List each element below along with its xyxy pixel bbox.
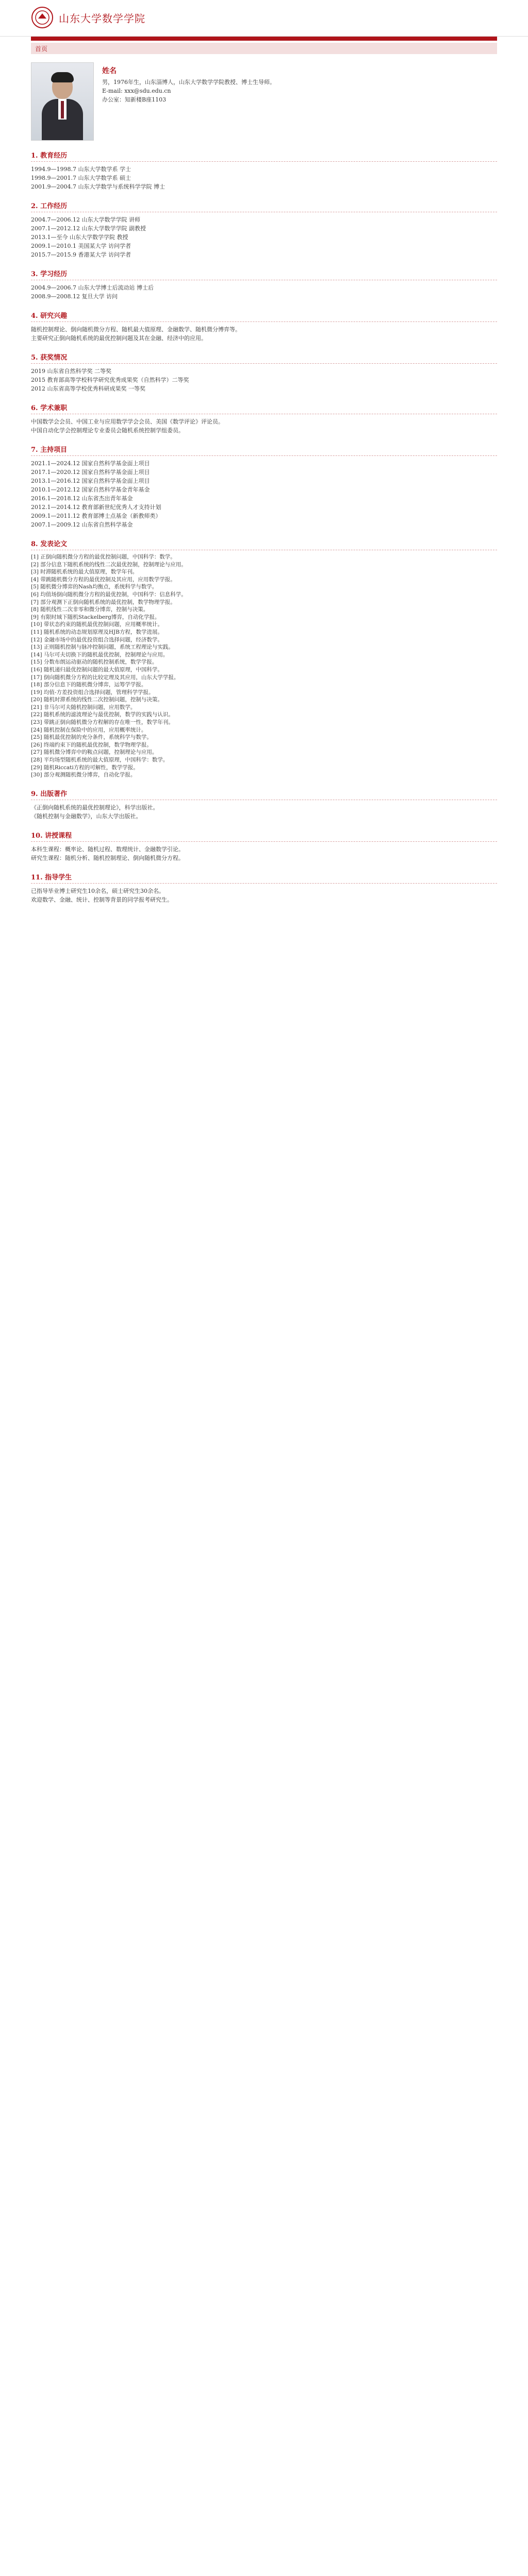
section: [31, 268, 497, 301]
profile-sections: [31, 150, 497, 904]
section-line: 2012 山东省高等学校优秀科研成果奖 一等奖: [31, 385, 145, 392]
section-title: 9. 出版著作: [31, 788, 497, 800]
section-line: [24] 随机控制在保险中的应用，应用概率统计。: [31, 726, 147, 733]
section-line: [10] 带状态约束的随机最优控制问题，应用概率统计。: [31, 621, 163, 628]
section-title: 4. 研究兴趣: [31, 310, 497, 322]
section-line: 2010.1—2012.12 国家自然科学基金青年基金: [31, 486, 150, 493]
section-line: 2021.1—2024.12 国家自然科学基金面上项目: [31, 460, 150, 467]
section-line: 欢迎数学、金融、统计、控制等背景的同学报考研究生。: [31, 896, 173, 903]
section-line: 2015.7—2015.9 香港某大学 访问学者: [31, 251, 131, 258]
section-line: 1998.9—2001.7 山东大学数学系 硕士: [31, 175, 131, 181]
section-line: [18] 部分信息下的随机微分博弈，运筹学学报。: [31, 682, 147, 688]
profile-office: [102, 95, 497, 104]
section-title: 1. 教育经历: [31, 150, 497, 162]
section-line: [26] 终端约束下的随机最优控制，数学物理学报。: [31, 741, 152, 748]
section-line: [20] 随机时滞系统的线性二次控制问题，控制与决策。: [31, 697, 163, 703]
section-line: 2013.1—至今 山东大学数学学院 教授: [31, 234, 128, 241]
profile-info: [102, 62, 497, 141]
section-line: [22] 随机系统的滤波理论与最优控制，数学的实践与认识。: [31, 711, 174, 718]
section-line: [29] 随机Riccati方程的可解性，数学学报。: [31, 764, 139, 771]
section-line: 2007.1—2012.12 山东大学数学学院 副教授: [31, 225, 146, 232]
section: [31, 830, 497, 862]
email-label: E-mail:: [102, 88, 125, 94]
section-line: 2009.1—2010.1 美国某大学 访问学者: [31, 243, 131, 249]
section-title: 8. 发表论文: [31, 538, 497, 550]
profile-email: [102, 87, 497, 95]
section-line: [4] 带跳随机微分方程的最优控制及其应用，应用数学学报。: [31, 576, 176, 583]
section-line: [28] 平均场型随机系统的最大值原理，中国科学：数学。: [31, 757, 169, 764]
section-line: [1] 正倒向随机微分方程的最优控制问题，中国科学：数学。: [31, 554, 176, 560]
section-line: [3] 时滞随机系统的最大值原理，数学年刊。: [31, 569, 138, 575]
section-title: 3. 学习经历: [31, 268, 497, 280]
section: [31, 872, 497, 904]
section-line: [5] 随机微分博弈的Nash均衡点，系统科学与数学。: [31, 584, 158, 590]
section-line: [2] 部分信息下随机系统的线性二次最优控制，控制理论与应用。: [31, 561, 187, 568]
section-line: 2019 山东省自然科学奖 二等奖: [31, 368, 111, 375]
office-label: 办公室：: [102, 96, 125, 103]
section-line: 本科生课程：概率论、随机过程、数理统计、金融数学引论。: [31, 845, 184, 853]
section-line: [13] 正则随机控制与脉冲控制问题，系统工程理论与实践。: [31, 644, 174, 651]
section-line: 主要研究正倒向随机系统的最优控制问题及其在金融、经济中的应用。: [31, 335, 207, 342]
section-line: 2015 教育部高等学校科学研究优秀成果奖（自然科学）二等奖: [31, 377, 189, 383]
section-line: 随机控制理论、倒向随机微分方程、随机最大值原理、金融数学、随机微分博弈等。: [31, 326, 241, 333]
nav-strip: [31, 37, 497, 41]
section-line: 《正倒向随机系统的最优控制理论》，科学出版社。: [31, 804, 159, 811]
section: [31, 538, 497, 779]
section-line: [11] 随机系统的动态规划原理及HJB方程，数学进展。: [31, 629, 163, 635]
section-title: 2. 工作经历: [31, 200, 497, 212]
section-line: [9] 有限时域下随机Stackelberg博弈，自动化学报。: [31, 614, 160, 620]
section-line: [19] 均值-方差投资组合选择问题，管理科学学报。: [31, 689, 154, 696]
section-line: 《随机控制与金融数学》，山东大学出版社。: [31, 812, 142, 820]
section-line: 中国自动化学会控制理论专业委员会随机系统控制学组委员。: [31, 427, 184, 434]
section: [31, 200, 497, 259]
profile-name: 姓名: [102, 67, 117, 75]
section-line: [23] 带跳正倒向随机微分方程解的存在唯一性，数学年刊。: [31, 719, 174, 726]
section-line: [17] 倒向随机微分方程的比较定理及其应用，山东大学学报。: [31, 674, 179, 681]
section-line: 已指导毕业博士研究生10余名，硕士研究生30余名。: [31, 887, 164, 894]
section-line: [12] 金融市场中的最优投资组合选择问题，经济数学。: [31, 636, 163, 643]
section-title: 5. 获奖情况: [31, 352, 497, 364]
section-line: 2017.1—2020.12 国家自然科学基金面上项目: [31, 469, 150, 476]
section: [31, 788, 497, 821]
section-line: 2001.9—2004.7 山东大学数学与系统科学学院 博士: [31, 183, 165, 190]
section-line: 2008.9—2008.12 复旦大学 访问: [31, 293, 118, 300]
photo-hair: [51, 72, 74, 82]
section-line: 2009.1—2011.12 教育部博士点基金（新教师类）: [31, 513, 161, 519]
profile-intro: 男，1976年生，山东淄博人，山东大学数学学院教授、博士生导师。: [102, 79, 275, 86]
site-name: 山东大学数学学院: [59, 12, 145, 25]
section-line: [25] 随机最优控制的充分条件，系统科学与数学。: [31, 734, 152, 741]
section-line: [8] 随机线性二次非零和微分博弈，控制与决策。: [31, 606, 149, 613]
section-line: [15] 分数布朗运动驱动的随机控制系统，数学学报。: [31, 659, 158, 666]
section-line: [21] 非马尔可夫随机控制问题，应用数学。: [31, 704, 136, 710]
email-link[interactable]: xxx@sdu.edu.cn: [124, 88, 171, 94]
section-line: 2012.1—2014.12 教育部新世纪优秀人才支持计划: [31, 504, 161, 511]
site-header: [0, 0, 528, 37]
section: [31, 310, 497, 343]
section-line: [16] 随机递归最优控制问题的最大值原理，中国科学。: [31, 666, 163, 673]
profile-photo: [31, 62, 94, 141]
section: [31, 150, 497, 191]
section: [31, 352, 497, 393]
section: [31, 444, 497, 529]
section-line: 2004.7—2006.12 山东大学数学学院 讲师: [31, 216, 140, 223]
section-line: 2016.1—2018.12 山东省杰出青年基金: [31, 495, 133, 502]
profile-card: [31, 62, 497, 141]
section-title: 7. 主持项目: [31, 444, 497, 456]
section-line: 2007.1—2009.12 山东省自然科学基金: [31, 521, 133, 528]
section-line: 研究生课程：随机分析、随机控制理论、倒向随机微分方程。: [31, 854, 184, 861]
main-content: [31, 54, 497, 904]
section-title: 6. 学术兼职: [31, 402, 497, 414]
office-value: 知新楼B座1103: [125, 96, 167, 103]
section-line: [7] 部分观测下正倒向随机系统的最优控制，数学物理学报。: [31, 599, 176, 605]
section-line: 2013.1—2016.12 国家自然科学基金面上项目: [31, 478, 150, 484]
tab-bar: [31, 43, 497, 54]
section-line: [14] 马尔可夫切换下的随机最优控制，控制理论与应用。: [31, 651, 169, 658]
section-line: [27] 随机微分博弈中的鞍点问题，控制理论与应用。: [31, 749, 158, 756]
section-line: 1994.9—1998.7 山东大学数学系 学士: [31, 166, 131, 173]
university-emblem-icon: [31, 6, 54, 29]
section-line: 2004.9—2006.7 山东大学博士后流动站 博士后: [31, 284, 154, 291]
section: [31, 402, 497, 435]
section-title: 11. 指导学生: [31, 872, 497, 884]
tab-home[interactable]: 首页: [35, 45, 48, 53]
section-line: [30] 部分观测随机微分博弈，自动化学报。: [31, 772, 136, 778]
section-line: [6] 均值场倒向随机微分方程的最优控制，中国科学：信息科学。: [31, 591, 187, 598]
photo-tie: [61, 101, 64, 118]
section-title: 10. 讲授课程: [31, 830, 497, 842]
section-line: 中国数学会会员、中国工业与应用数学学会会员、美国《数学评论》评论员。: [31, 418, 224, 425]
site-logo[interactable]: [31, 6, 145, 29]
